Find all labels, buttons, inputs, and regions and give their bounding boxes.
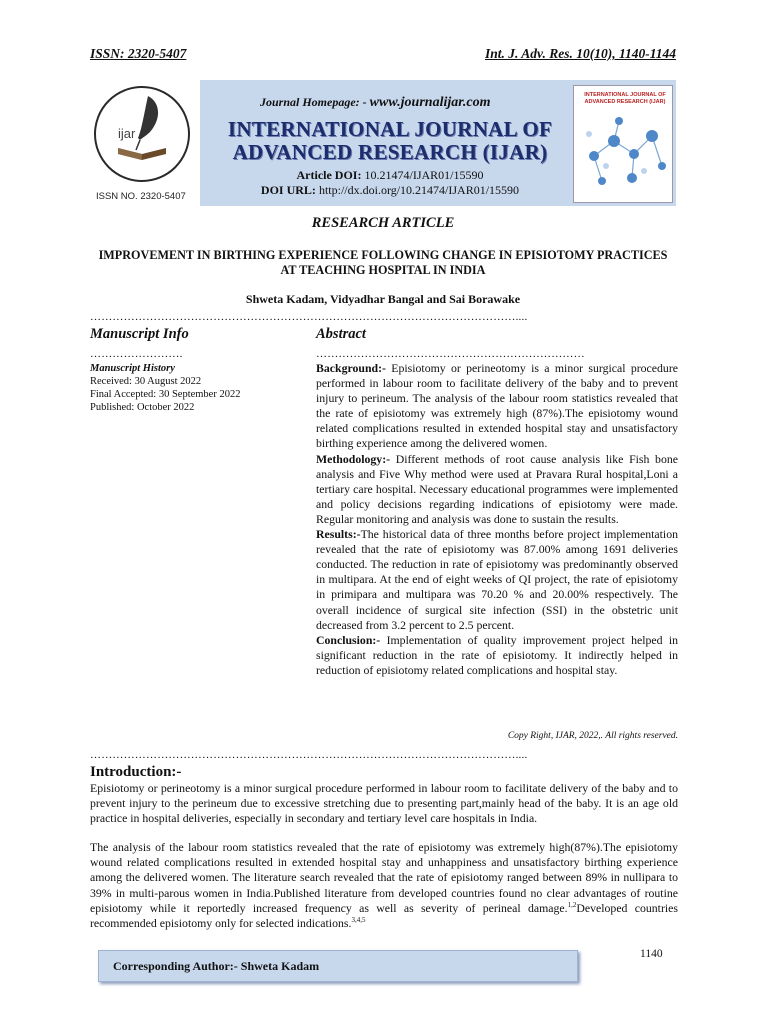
citation-header: Int. J. Adv. Res. 10(10), 1140-1144 [484,46,676,61]
introduction-heading: Introduction:- [90,764,182,780]
article-type: RESEARCH ARTICLE [311,215,455,231]
article-title-line2: AT TEACHING HOSPITAL IN INDIA [280,262,486,277]
logo-issn: ISSN NO. 2320-5407 [96,191,186,202]
doi-url-label: DOI URL: [260,183,316,197]
methodology-text: Different methods of root cause analysis like Fish bone analysis and Five Why method were used at Pravara Rural hospital,Loni a tertiary care hospital. Necessary educational programmes were implemented and policy decisions regarding indications of episiotomy were made. Regular monitoring and analysis was done to sustain the results. [316,451,678,526]
doi-block [205,168,575,198]
abstract-background [316,361,678,452]
manuscript-info-heading: Manuscript Info [90,326,189,342]
intro-paragraph-1 [90,781,678,827]
issn-header: ISSN: 2320-5407 [90,46,187,61]
published-date: Published: October 2022 [90,402,195,413]
divider-bottom: …………………………………………………………………………………………………….... [90,749,528,761]
intro-para2-text: The analysis of the labour room statistics revealed that the rate of episiotomy was extremely high(87%).The episiotomy wound related complications resulted in extended hospital stay and unhappiness and unsatisfactory birthing experience among the delivered women. The literature search revealed that the rate of episiotomy ranged between 89% in nullipara to 39% in multi-parous women in India.Published literature from developed countries found no clear advantages of routine episiotomy while it reportedly increased frequency as well as severity of perineal damage. [90,840,678,915]
background-label: Background:- [316,361,386,375]
journal-title-line2: ADVANCED RESEARCH (IJAR) [232,140,548,164]
logo-wordmark: ijar [118,126,136,141]
manuscript-history [90,362,305,414]
divider-top: …………………………………………………………………………………………………….... [90,311,528,323]
citation-sup-1: 1,2 [567,900,577,909]
journal-homepage [260,95,491,111]
background-text: Episiotomy or perineotomy is a minor surgical procedure performed in labour room to facilitate delivery of the baby and to prevent injury to perineum. The analysis of the labour room statistics revealed that the rate of episiotomy was extremely high (87%).The episiotomy wound related complications resulted in extended hospital stay and unsatisfactory birthing experience among the delivered women. [316,361,678,451]
abstract-conclusion [316,633,678,678]
homepage-label: Journal Homepage: - [260,95,370,109]
page-number: 1140 [640,948,663,960]
received-date: Received: 30 August 2022 [90,376,202,387]
conclusion-text: Implementation of quality improvement project helped in significant reduction in the rate of episiotomy. It indirectly helped in reduction of episiotomy related complications and hospital stay. [316,632,678,677]
methodology-label: Methodology:- [316,451,391,466]
cover-title: INTERNATIONAL JOURNAL OF ADVANCED RESEARCH (IJAR) [584,92,666,105]
citation-sup-2: 3,4,5 [351,916,366,925]
molecule-icon [574,86,673,203]
journal-logo [94,86,190,182]
manuscript-history-label: Manuscript History [90,363,175,374]
intro-paragraph-2 [90,840,678,931]
abstract-results [316,527,678,633]
quill-book-icon [96,88,188,180]
homepage-link[interactable]: www.journalijar.com [369,95,491,110]
journal-cover-image [573,85,673,203]
divider-right: ……………………………………………………………… [316,348,585,360]
abstract-methodology [316,452,678,527]
results-label: Results:- [316,527,361,542]
intro-para1-text: Episiotomy or perineotomy is a minor surgical procedure performed in labour room to facilitate delivery of the baby and to prevent injury to the perineum due to excessive stretching due to presenting part,mainly head of the baby. It is an age old practice in hospital deliveries, especially in secondary and tertiary level care hospitals in India. [90,781,678,826]
conclusion-label: Conclusion:- [316,632,381,647]
article-doi: 10.21474/IJAR01/15590 [361,168,484,182]
results-text: The historical data of three months before project implementation revealed that the rate of episiotomy was 87.00% among 1691 deliveries conducted. The reduction in rate of episiotomy was predominantly observed in multipara. At the end of eight weeks of QI project, the rate of episiotomy in primipara and multipara was 70.20 % and 20.00% respectively. The overall incidence of surgical site infection (SSI) in the obstetric unit decreased from 3.2 percent to 2.5 percent. [316,527,678,632]
accepted-date: Final Accepted: 30 September 2022 [90,389,241,400]
copyright: Copy Right, IJAR, 2022,. All rights reserved. [507,731,678,741]
article-title [90,248,676,277]
corresponding-author: Corresponding Author:- Shweta Kadam [113,959,320,973]
divider-left: ……………………. [90,348,183,360]
journal-title-line1: INTERNATIONAL JOURNAL OF [227,117,553,141]
intro-para2-tail: Developed countries recommended episiotomy only for selected indications. [90,900,678,931]
doi-url-link[interactable]: http://dx.doi.org/10.21474/IJAR01/15590 [315,183,520,197]
journal-title [205,118,575,164]
corresponding-author-box [98,950,578,982]
article-doi-label: Article DOI: [296,168,362,182]
article-title-line1: IMPROVEMENT IN BIRTHING EXPERIENCE FOLLOWING CHANGE IN EPISIOTOMY PRACTICES [98,248,668,262]
authors: Shweta Kadam, Vidyadhar Bangal and Sai Borawake [245,292,521,306]
abstract-heading: Abstract [316,326,366,342]
abstract-body [316,361,678,678]
